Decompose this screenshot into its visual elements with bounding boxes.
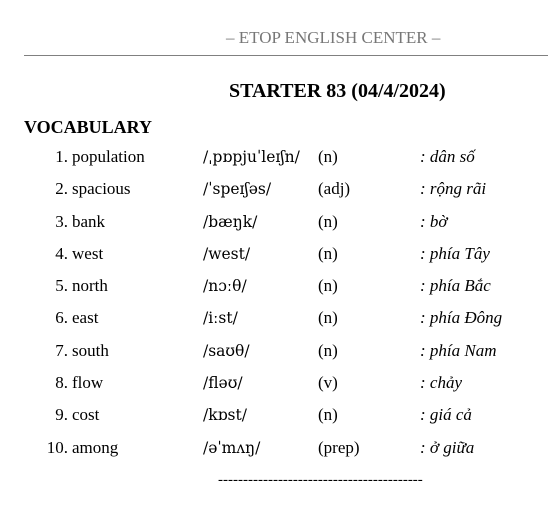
item-part-of-speech: (n) — [318, 211, 338, 231]
item-meaning: : ở giữa — [420, 437, 475, 457]
item-meaning: : rộng rãi — [420, 179, 487, 199]
item-word: cost — [72, 405, 100, 425]
item-meaning: : phía Đông — [420, 308, 503, 328]
item-word: spacious — [72, 179, 131, 199]
item-number: 8. — [55, 373, 68, 393]
list-item — [0, 146, 548, 178]
item-meaning: : phía Bắc — [420, 276, 491, 296]
item-meaning: : phía Nam — [420, 340, 497, 360]
center-name-header: – ETOP ENGLISH CENTER – — [226, 28, 441, 47]
item-ipa: /west/ — [203, 244, 251, 263]
item-part-of-speech: (n) — [318, 308, 338, 328]
item-number: 7. — [55, 340, 68, 360]
vocabulary-list — [0, 146, 548, 469]
item-number: 5. — [55, 276, 68, 296]
item-word: west — [72, 243, 104, 263]
item-part-of-speech: (n) — [318, 340, 338, 360]
item-part-of-speech: (n) — [318, 276, 338, 296]
item-word: north — [72, 276, 108, 296]
item-part-of-speech: (v) — [318, 373, 338, 393]
vocabulary-heading: VOCABULARY — [24, 117, 153, 137]
item-word: among — [72, 437, 119, 457]
item-meaning: : phía Tây — [420, 243, 490, 263]
footer-separator: ----------------------------------------- — [218, 472, 423, 488]
item-ipa: /saʊθ/ — [203, 341, 250, 360]
item-word: flow — [72, 373, 104, 393]
list-item — [0, 243, 548, 275]
item-ipa: /bæŋk/ — [203, 212, 258, 231]
item-part-of-speech: (n) — [318, 243, 338, 263]
list-item — [0, 307, 548, 339]
item-part-of-speech: (n) — [318, 405, 338, 425]
item-meaning: : chảy — [420, 373, 463, 393]
item-ipa: /nɔːθ/ — [203, 277, 247, 296]
list-item — [0, 404, 548, 436]
item-part-of-speech: (n) — [318, 147, 338, 166]
item-meaning: : giá cả — [420, 405, 472, 425]
item-number: 9. — [55, 405, 68, 425]
item-ipa: /əˈmʌŋ/ — [203, 438, 261, 457]
item-part-of-speech: (prep) — [318, 437, 360, 457]
list-item — [0, 437, 548, 469]
list-item — [0, 372, 548, 404]
item-ipa: /ˈspeɪʃəs/ — [203, 180, 272, 199]
document-title: STARTER 83 (04/4/2024) — [229, 80, 446, 102]
item-ipa: /ˌpɒpjuˈleɪʃn/ — [203, 148, 300, 166]
header-divider — [24, 55, 548, 56]
list-item — [0, 211, 548, 243]
item-number: 6. — [55, 308, 68, 328]
item-number: 1. — [55, 147, 68, 166]
item-number: 10. — [46, 437, 68, 457]
list-item — [0, 340, 548, 372]
item-meaning: : dân số — [420, 147, 475, 166]
list-item — [0, 178, 548, 210]
item-word: population — [72, 147, 145, 166]
item-meaning: : bờ — [420, 211, 448, 231]
item-number: 2. — [55, 179, 68, 199]
list-item — [0, 275, 548, 307]
item-word: bank — [72, 211, 106, 231]
item-number: 4. — [55, 243, 68, 263]
item-ipa: /iːst/ — [203, 309, 238, 328]
item-part-of-speech: (adj) — [318, 179, 351, 199]
item-ipa: /fləʊ/ — [203, 374, 243, 393]
item-number: 3. — [55, 211, 68, 231]
item-ipa: /kɒst/ — [203, 406, 247, 425]
item-word: east — [72, 308, 99, 328]
item-word: south — [72, 340, 109, 360]
